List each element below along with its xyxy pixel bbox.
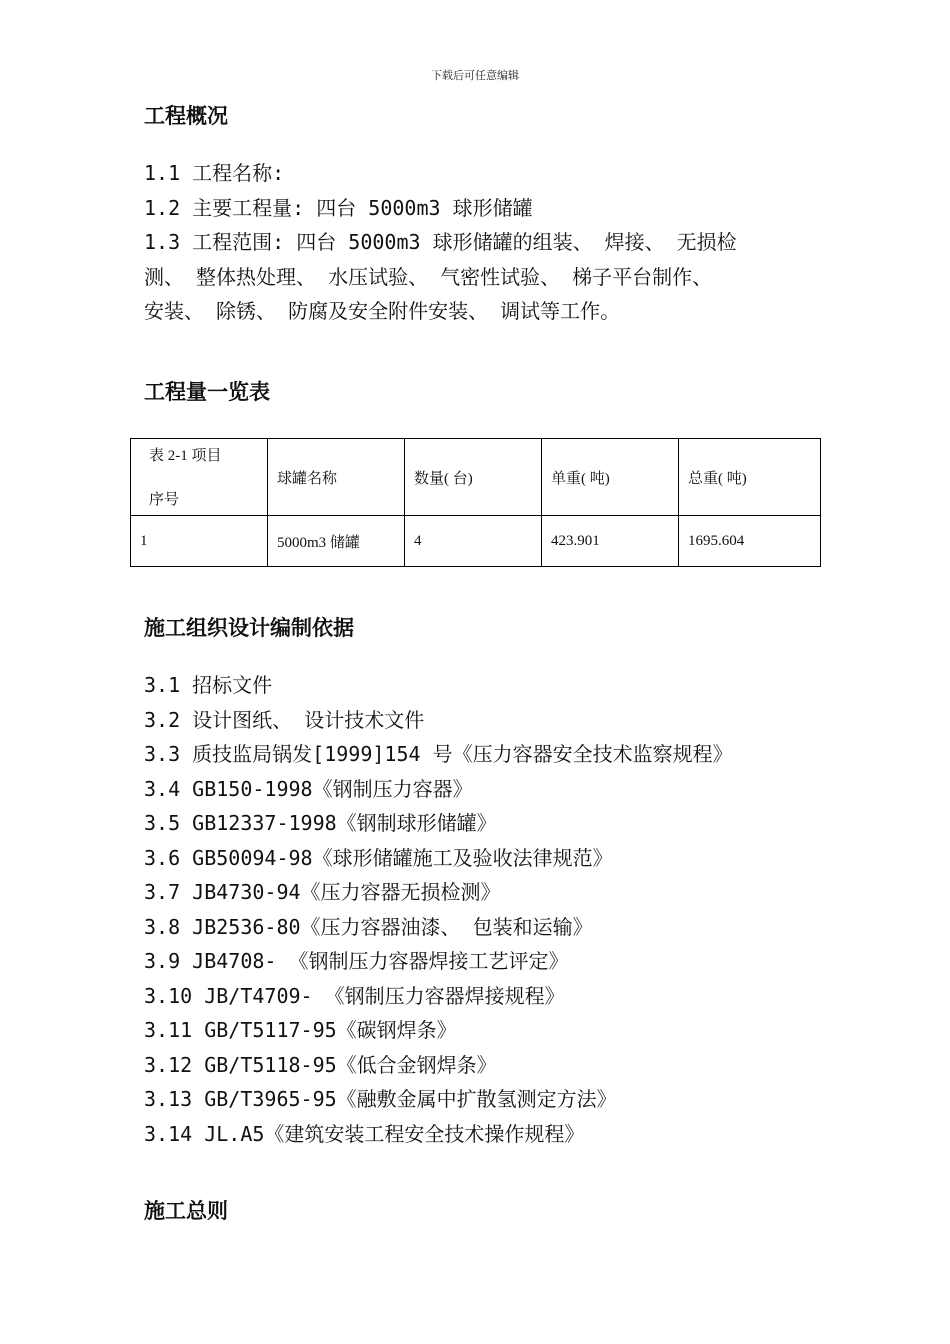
basis-item: 3.10 JB/T4709- 《钢制压力容器焊接规程》	[144, 983, 565, 1008]
section-heading-project-overview: 工程概况	[144, 104, 228, 128]
basis-item: 3.7 JB4730-94《压力容器无损检测》	[144, 880, 501, 904]
table-cell: 423.901	[542, 516, 679, 567]
basis-item: 3.9 JB4708- 《钢制压力容器焊接工艺评定》	[144, 949, 569, 973]
basis-item: 3.2 设计图纸、 设计技术文件	[144, 707, 425, 732]
section-heading-general-rules: 施工总则	[144, 1199, 228, 1223]
basis-item: 3.13 GB/T3965-95《融敷金属中扩散氢测定方法》	[144, 1087, 617, 1111]
basis-item: 3.12 GB/T5118-95《低合金钢焊条》	[144, 1052, 497, 1077]
basis-item: 3.1 招标文件	[144, 673, 273, 697]
basis-item: 3.14 JL.A5《建筑安装工程安全技术操作规程》	[144, 1121, 585, 1146]
table-header-cell	[131, 439, 268, 516]
basis-item: 3.6 GB50094-98《球形储罐施工及验收法律规范》	[144, 845, 613, 870]
basis-item: 3.3 质技监局锅发[1999]154 号《压力容器安全技术监察规程》	[144, 742, 733, 766]
basis-list	[144, 668, 814, 1151]
page-header-note: 下载后可任意编辑	[431, 69, 519, 82]
basis-item: 3.8 JB2536-80《压力容器油漆、 包装和运输》	[144, 914, 593, 939]
table-header-index: 序号	[149, 492, 180, 508]
quantity-table	[130, 438, 821, 567]
overview-item: 安装、 除锈、 防腐及安全附件安装、 调试等工作。	[144, 299, 621, 323]
table-header-cell: 单重( 吨)	[542, 439, 679, 516]
overview-item: 1.1 工程名称:	[144, 161, 285, 185]
table-caption: 表 2-1 项目	[149, 448, 222, 464]
overview-item: 1.3 工程范围: 四台 5000m3 球形储罐的组装、 焊接、 无损检	[144, 230, 737, 254]
basis-item: 3.11 GB/T5117-95《碳钢焊条》	[144, 1018, 457, 1042]
section-heading-quantity-table: 工程量一览表	[144, 380, 270, 404]
table-cell: 1695.604	[679, 516, 821, 567]
table-cell: 1	[131, 516, 268, 567]
table-cell: 4	[405, 516, 542, 567]
table-header-cell: 总重( 吨)	[679, 439, 821, 516]
basis-item: 3.5 GB12337-1998《钢制球形储罐》	[144, 811, 497, 835]
section-heading-basis: 施工组织设计编制依据	[144, 616, 354, 640]
table-header-cell: 数量( 台)	[405, 439, 542, 516]
table-row	[131, 516, 821, 567]
table-cell: 5000m3 储罐	[268, 516, 405, 567]
overview-item: 测、 整体热处理、 水压试验、 气密性试验、 梯子平台制作、	[144, 264, 713, 289]
project-overview-list	[144, 156, 814, 329]
basis-item: 3.4 GB150-1998《钢制压力容器》	[144, 776, 473, 801]
table-header-row	[131, 439, 821, 516]
table-header-cell: 球罐名称	[268, 439, 405, 516]
overview-item: 1.2 主要工程量: 四台 5000m3 球形储罐	[144, 195, 533, 220]
